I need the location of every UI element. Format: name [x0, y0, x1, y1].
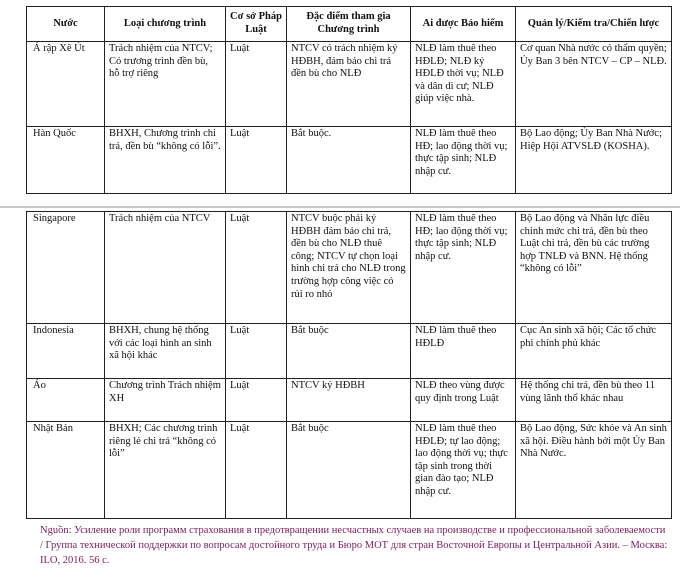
table-row: [27, 212, 672, 324]
cell-management: Hệ thống chi trả, đền bù theo 11 vùng lãnh thổ khác nhau: [516, 379, 672, 422]
cell-legal-basis: Luật: [226, 42, 287, 127]
cell-legal-basis: Luật: [226, 212, 287, 324]
cell-legal-basis: Luật: [226, 324, 287, 379]
cell-insured: NLĐ làm thuê theo HĐLĐ; tự lao động; lao động thời vụ; thực tập sinh trong thời gian đào tạo; NLĐ nhập cư.: [411, 422, 516, 519]
cell-country: Singapore: [27, 212, 105, 324]
cell-management: Cục An sinh xã hội; Các tổ chức phi chính phủ khác: [516, 324, 672, 379]
table-row: [27, 127, 672, 194]
cell-management: Cơ quan Nhà nước có thẩm quyền; Ủy Ban 3 bên NTCV – CP – NLĐ.: [516, 42, 672, 127]
source-citation: Nguồn: Усиление роли программ страхования в предотвращении несчастных случаев на производстве и профессиональной заболеваемости / Группа технической поддержки по вопросам достойного труда и Бюро МОТ для стран Восточной Европы и Центральной Азии. – Москва: ILO, 2016. 56 с.: [40, 525, 668, 566]
cell-insured: NLĐ làm thuê theo HĐ; lao động thời vụ; thực tập sinh; NLĐ nhập cư.: [411, 212, 516, 324]
cell-insured: NLĐ làm thuê theo HĐ; lao động thời vụ; thực tập sinh; NLĐ nhập cư.: [411, 127, 516, 194]
table-row: [27, 379, 672, 422]
cell-program-type: BHXH; Các chương trình riêng lẻ chi trả “không có lỗi”: [105, 422, 226, 519]
cell-program-type: Chương trình Trách nhiệm XH: [105, 379, 226, 422]
cell-participation-features: NTCV có trách nhiệm ký HĐBH, đảm bảo chi trả đền bù cho NLĐ: [287, 42, 411, 127]
cell-country: Indonesia: [27, 324, 105, 379]
cell-management: Bộ Lao động và Nhân lực điều chỉnh mức chi trả, đền bù theo Luật chi trả, đền bù các trường hợp TNLĐ và BNN. Hệ thống “không có lỗi”: [516, 212, 672, 324]
header-program-type: Loại chương trình: [105, 7, 226, 42]
cell-participation-features: NTCV buộc phải ký HĐBH đảm bảo chi trả, đền bù cho NLĐ thuê công; NTCV tự chọn loại hình chi trả cho NLĐ trong trường hợp công việc có rủi ro nhỏ: [287, 212, 411, 324]
header-country: Nước: [27, 7, 105, 42]
header-legal-basis: Cơ sở Pháp Luật: [226, 7, 287, 42]
cell-management: Bộ Lao động; Ủy Ban Nhà Nước; Hiệp Hội ATVSLĐ (KOSHA).: [516, 127, 672, 194]
cell-participation-features: Bắt buộc: [287, 422, 411, 519]
header-insured: Ai được Bảo hiểm: [411, 7, 516, 42]
table-row: [27, 324, 672, 379]
cell-country: Áo: [27, 379, 105, 422]
cell-insured: NLĐ làm thuê theo HĐLĐ: [411, 324, 516, 379]
table-row: [27, 422, 672, 519]
header-management: Quản lý/Kiểm tra/Chiến lược: [516, 7, 672, 42]
cell-insured: NLĐ theo vùng được quy định trong Luật: [411, 379, 516, 422]
cell-legal-basis: Luật: [226, 127, 287, 194]
cell-country: Ả rập Xê Út: [27, 42, 105, 127]
insurance-comparison-table-top: [26, 6, 672, 194]
cell-participation-features: Bắt buộc: [287, 324, 411, 379]
cell-country: Hàn Quốc: [27, 127, 105, 194]
cell-program-type: BHXH, Chương trình chi trả, đền bù “không có lỗi”.: [105, 127, 226, 194]
header-participation-features: Đặc điểm tham gia Chương trình: [287, 7, 411, 42]
cell-legal-basis: Luật: [226, 379, 287, 422]
cell-program-type: Trách nhiệm của NTCV: [105, 212, 226, 324]
cell-participation-features: NTCV ký HĐBH: [287, 379, 411, 422]
cell-insured: NLĐ làm thuê theo HĐLĐ; NLĐ ký HĐLĐ thời vụ; NLĐ và dân di cư; NLĐ giúp việc nhà.: [411, 42, 516, 127]
table-header-row: [27, 7, 672, 42]
cell-management: Bộ Lao động, Sức khỏe và An sinh xã hội. Điều hành bởi một Ủy Ban Nhà Nước.: [516, 422, 672, 519]
cell-legal-basis: Luật: [226, 422, 287, 519]
cell-program-type: BHXH, chung hệ thống với các loại hình an sinh xã hội khác: [105, 324, 226, 379]
cell-program-type: Trách nhiệm của NTCV; Có trương trình đền bù, hỗ trợ riêng: [105, 42, 226, 127]
page-break-divider: [0, 206, 680, 208]
insurance-comparison-table-bottom: [26, 211, 672, 519]
cell-country: Nhật Bản: [27, 422, 105, 519]
cell-participation-features: Bắt buộc.: [287, 127, 411, 194]
table-row: [27, 42, 672, 127]
